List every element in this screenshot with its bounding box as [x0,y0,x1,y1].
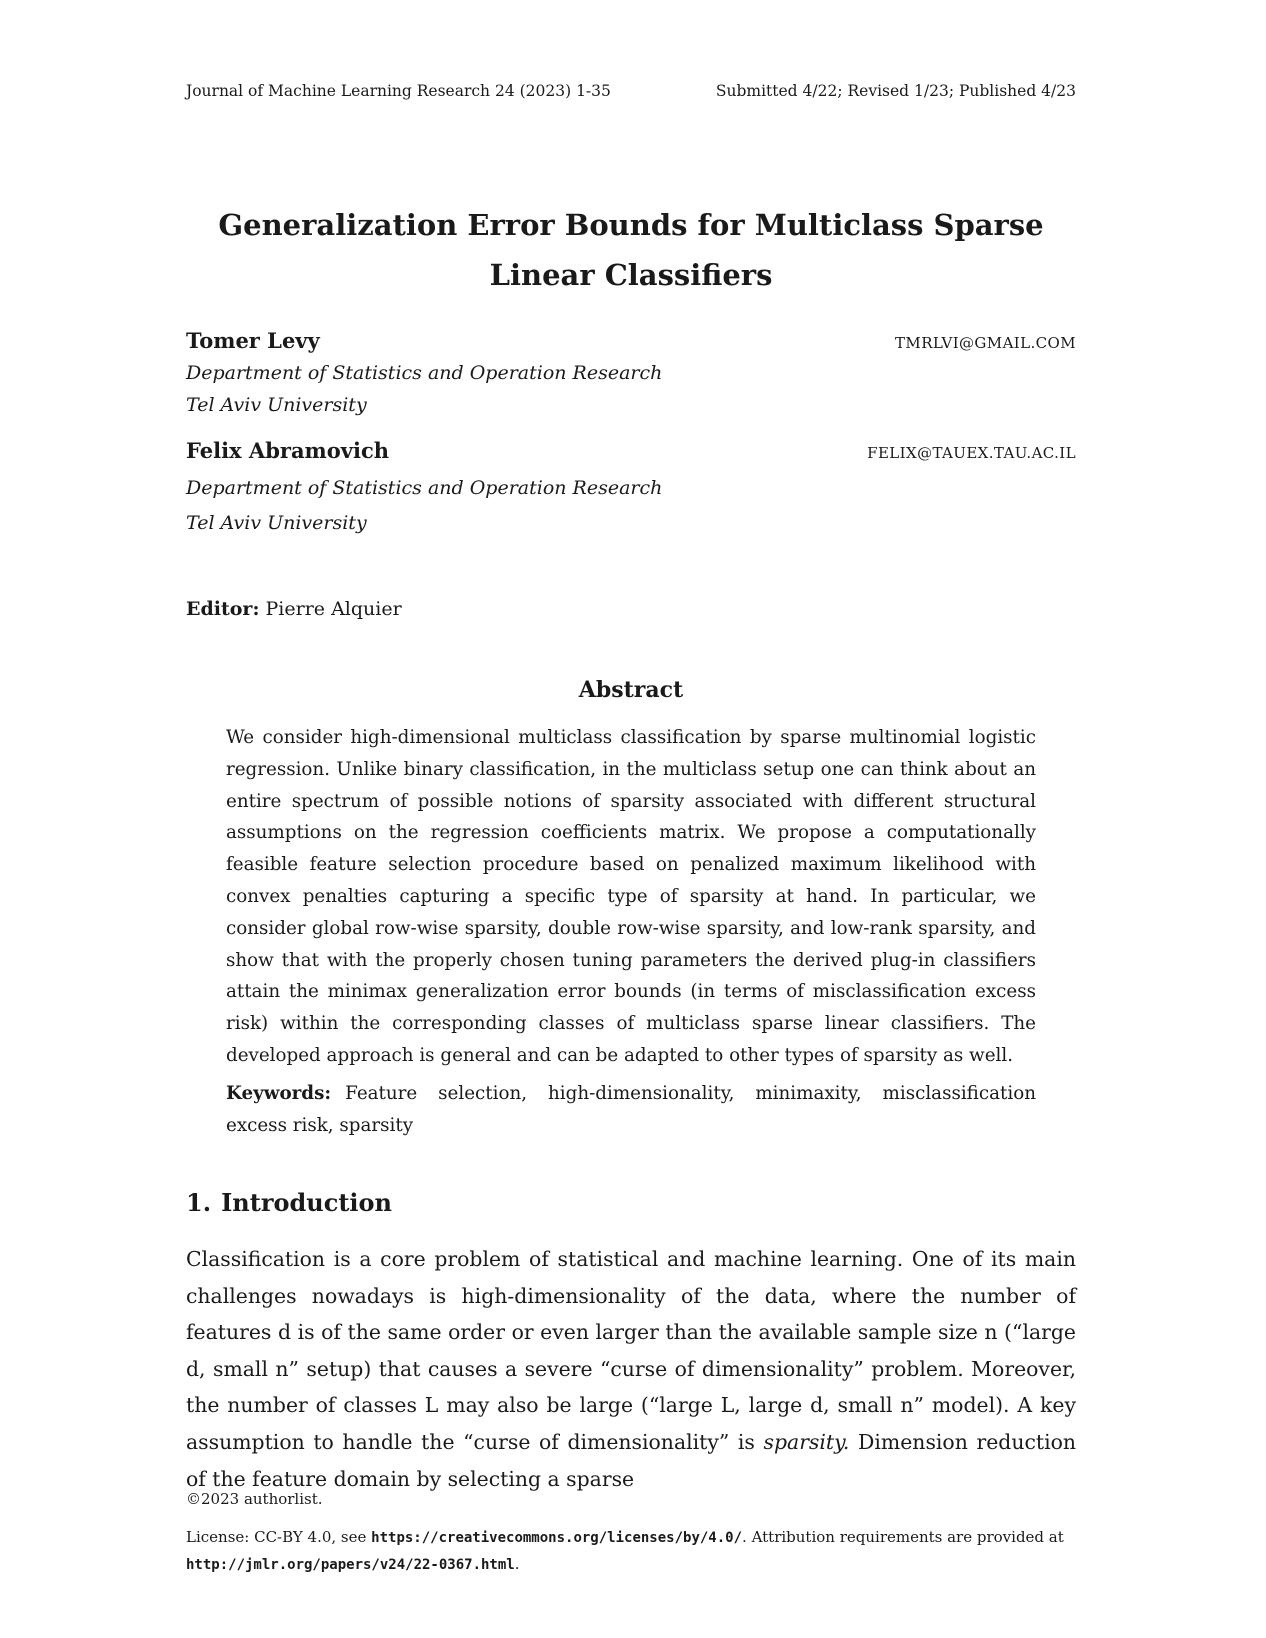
abstract-text: We consider high-dimensional multiclass classification by sparse multinomial logistic regression. Unlike binary classification, in the multiclass setup one can think about an entire spectrum of possible notions of sparsity associated with different structural assumptions on the regression coefficients matrix. We propose a computationally feasible feature selection procedure based on penalized maximum likelihood with convex penalties capturing a specific type of sparsity at hand. In particular, we consider global row-wise sparsity, double row-wise sparsity, and low-rank sparsity, and show that with the properly chosen tuning parameters the derived plug-in classifiers attain the minimax generalization error bounds (in terms of misclassification excess risk) within the corresponding classes of multiclass sparse linear classifiers. The developed approach is general and can be adapted to other types of sparsity as well. [226,727,1036,1066]
intro-text-part2: Dimension reduction of the feature domain by selecting a sparse [186,1429,1076,1491]
author-email-1[interactable]: TMRLVI@GMAIL.COM [895,334,1076,352]
author-univ-1: Tel Aviv University [186,394,367,416]
author-name-2: Felix Abramovich [186,438,390,463]
author-dept-2: Department of Statistics and Operation Research [186,477,663,499]
intro-text-part1: Classification is a core problem of statistical and machine learning. One of its main challenges nowadays is high-dimensionality of the data, where the number of features d is of the same order or even larger than the available sample size n (“large d, small n” setup) that causes a severe “curse of dimensionality” problem. Moreover, the number of classes L may also be large (“large L, large d, small n” model). A key assumption to handle the “curse of dimensionality” is [186,1247,1076,1454]
author-univ-2: Tel Aviv University [186,512,367,534]
section-number: 1. [186,1188,212,1217]
attribution-link[interactable]: http://jmlr.org/papers/v24/22-0367.html [186,1557,515,1573]
keywords-label: Keywords: [226,1083,332,1104]
intro-paragraph [186,1241,1076,1497]
author-email-2[interactable]: FELIX@TAUEX.TAU.AC.IL [867,444,1076,462]
editor-line [186,598,402,620]
keywords-text: Feature selection, high-dimensionality, minimaxity, misclassification excess risk, sparsity [226,1083,1036,1136]
author-name-1: Tomer Levy [186,328,320,353]
section-title: Introduction [221,1188,392,1217]
author-dept-1: Department of Statistics and Operation Research [186,362,663,384]
editor-label: Editor: [186,598,260,620]
license-link[interactable]: https://creativecommons.org/licenses/by/4.0/ [371,1530,743,1546]
running-header-dates: Submitted 4/22; Revised 1/23; Published 4/23 [715,82,1076,100]
abstract-heading: Abstract [578,677,684,703]
intro-emphasis: sparsity. [763,1429,850,1454]
editor-name: Pierre Alquier [265,598,402,620]
running-header-journal: Journal of Machine Learning Research 24 (2023) 1-35 [186,82,611,100]
copyright-line: ©2023 authorlist. [186,1490,323,1508]
license-line [186,1524,1066,1578]
section-heading-introduction [186,1188,392,1217]
license-mid: . Attribution requirements are provided at [742,1528,1064,1546]
license-end: . [514,1555,520,1573]
license-prefix: License: CC-BY 4.0, see [186,1528,372,1546]
keywords-line [226,1078,1036,1142]
paper-title: Generalization Error Bounds for Multiclass Sparse Linear Classifiers [218,208,1044,292]
